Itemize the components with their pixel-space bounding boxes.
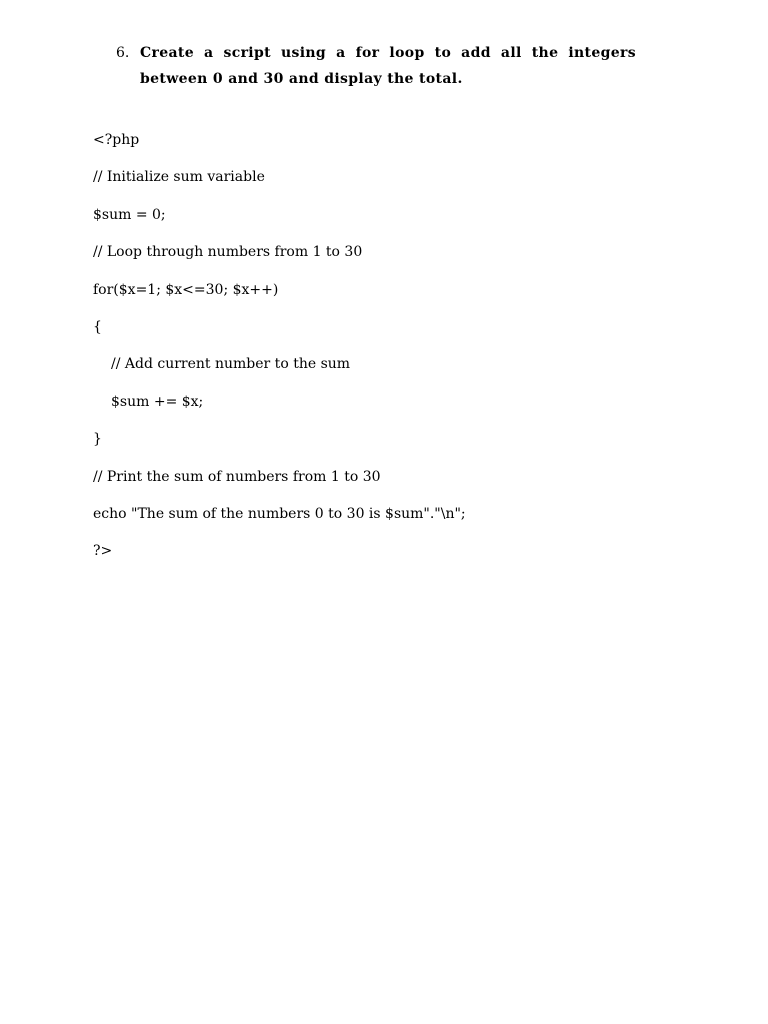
code-line: <?php [93, 132, 140, 148]
code-line: $sum += $x; [111, 393, 204, 410]
code-block [93, 130, 693, 579]
code-line: // Initialize sum variable [93, 169, 265, 186]
code-line: // Add current number to the sum [111, 356, 351, 373]
code-line: for($x=1; $x<=30; $x++) [93, 281, 279, 298]
task-item [116, 40, 636, 92]
code-line: } [93, 431, 102, 448]
code-line: // Print the sum of numbers from 1 to 30 [93, 468, 381, 485]
code-line: $sum = 0; [93, 206, 166, 223]
task-number: 6. [116, 45, 130, 61]
code-line: ?> [93, 543, 113, 560]
code-line: { [93, 318, 102, 335]
code-line: echo "The sum of the numbers 0 to 30 is $sum"."\n"; [93, 505, 466, 522]
task-text: Create a script using a for loop to add all the integers between 0 and 30 and display the total. [140, 45, 636, 87]
code-line: // Loop through numbers from 1 to 30 [93, 244, 363, 261]
